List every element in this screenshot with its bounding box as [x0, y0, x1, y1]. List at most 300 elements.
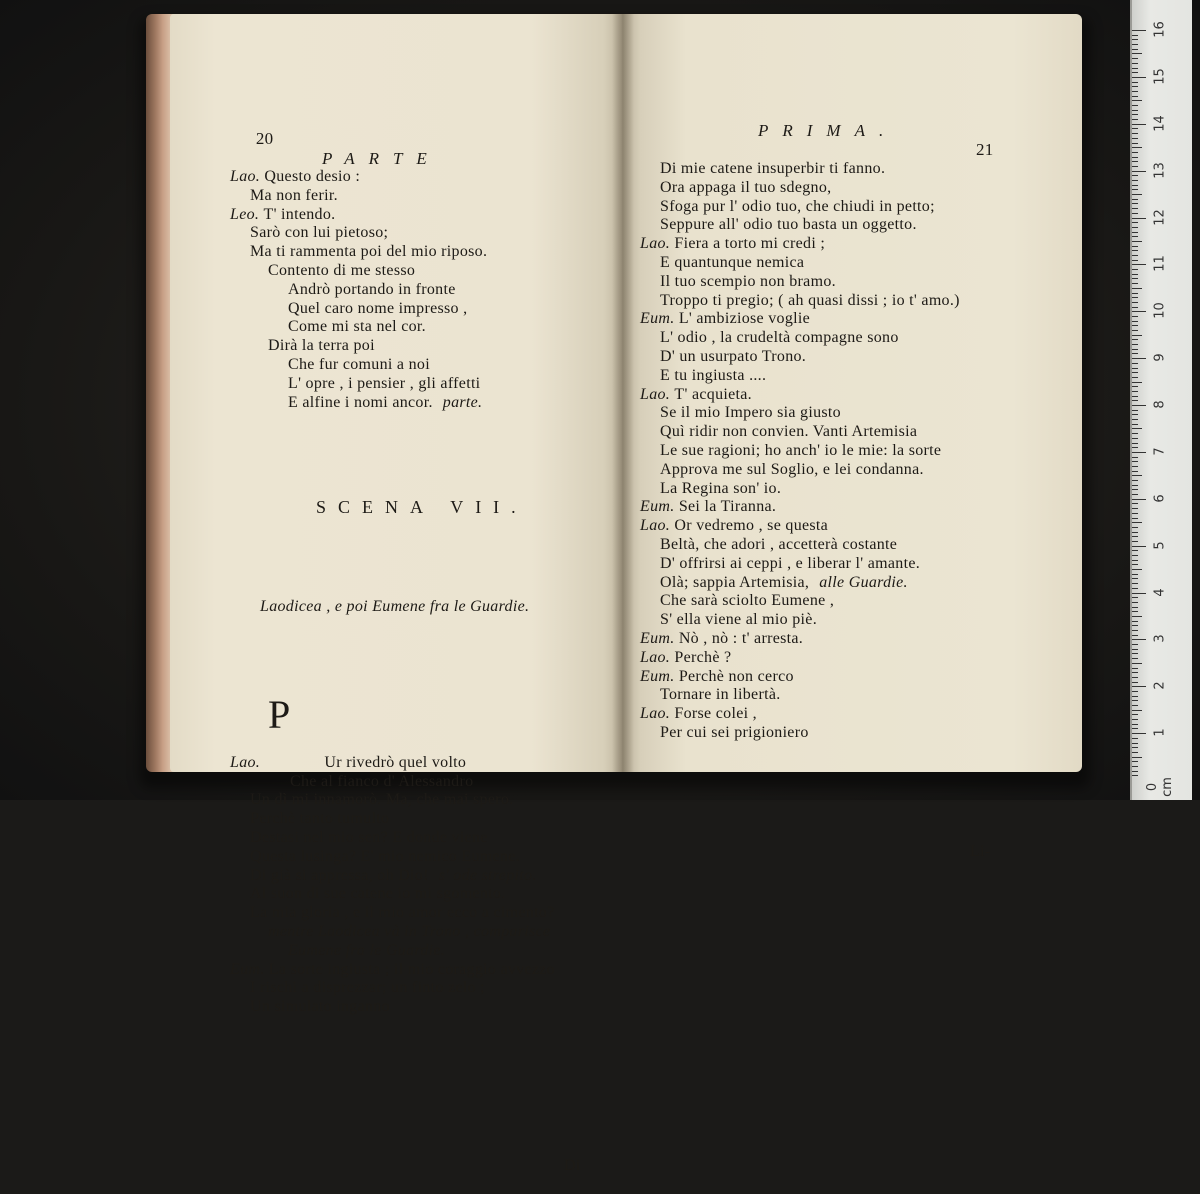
- ruler-tick: [1132, 236, 1138, 237]
- verse-text: Or vedremo , se questa: [674, 517, 829, 535]
- verse-line: [640, 611, 960, 630]
- ruler-tick: [1132, 424, 1138, 425]
- verse-line: [640, 705, 960, 724]
- verse-line: [230, 318, 555, 337]
- ruler-tick: [1132, 578, 1138, 579]
- ruler-tick: [1132, 644, 1138, 645]
- ruler-number: 16: [1152, 21, 1168, 38]
- ruler-tick: [1132, 691, 1138, 692]
- catchword-line-right: [640, 824, 991, 860]
- verse-text: T' acquieta.: [674, 385, 752, 403]
- ruler-number: 8: [1152, 400, 1168, 409]
- verse-line: [640, 724, 960, 743]
- running-head-left: PARTE: [322, 149, 441, 169]
- ruler-tick: [1132, 602, 1138, 603]
- ruler-tick: [1132, 564, 1138, 565]
- ruler-tick: [1132, 344, 1138, 345]
- verse-text: Fiera a torto mi credi ;: [674, 235, 826, 253]
- ruler-tick: [1132, 630, 1138, 631]
- verse-text: Questa lusinga? E' mio nemico Eumene.: [250, 847, 520, 865]
- verse-line: [640, 310, 960, 329]
- ruler-tick: [1132, 663, 1142, 664]
- verse-text: Ma non ferir.: [250, 186, 338, 204]
- ruler-tick: [1132, 339, 1138, 340]
- ruler-tick: [1132, 536, 1138, 537]
- verse-text: D' offrirsi ai ceppi , e liberar l' amante.: [660, 554, 921, 572]
- right-page-text: [640, 66, 994, 880]
- ruler-tick: [1132, 461, 1138, 462]
- verse-line: [230, 942, 555, 961]
- ruler-tick: [1132, 105, 1138, 106]
- ruler-tick: [1132, 278, 1138, 279]
- verse-line: [230, 810, 555, 829]
- ruler-tick: [1132, 138, 1138, 139]
- ruler-tick: [1132, 175, 1138, 176]
- verse-line: [230, 262, 555, 281]
- ruler-tick: [1132, 255, 1138, 256]
- verse-line: [640, 329, 960, 348]
- ruler-tick: [1132, 147, 1142, 148]
- ruler-number: 0 cm: [1145, 777, 1175, 797]
- verse-text: mentre Laodicea và in Trono , comparisce: [268, 923, 551, 941]
- verse-text: Di mie catene insuperbir ti fanno.: [660, 159, 886, 177]
- ruler-tick: [1132, 194, 1142, 195]
- verse-text: Forse colei ,: [674, 705, 757, 723]
- verse-line: [640, 160, 960, 179]
- catchword-right: Li-: [970, 842, 991, 860]
- ruler-tick: [1132, 377, 1138, 378]
- ruler-tick: [1132, 419, 1138, 420]
- ruler-tick: [1132, 447, 1138, 448]
- ruler-tick: [1132, 668, 1138, 669]
- verse-line: [230, 961, 555, 980]
- ruler-tick: [1132, 682, 1138, 683]
- ruler-tick: [1132, 766, 1138, 767]
- verse-text: Beltà, che adori , accetterà costante: [660, 535, 898, 553]
- verse-line: [230, 300, 555, 319]
- ruler-tick: [1132, 302, 1138, 303]
- scene-subtitle: Laodicea , e poi Eumene fra le Guardie.: [260, 597, 530, 615]
- ruler-tick: [1132, 555, 1138, 556]
- verse-line: [640, 574, 960, 593]
- ruler-tick: [1132, 452, 1146, 453]
- verse-text: Quì ridir non convien. Vanti Artemisia: [660, 423, 918, 441]
- verse-line: [640, 668, 960, 687]
- verse-line: [230, 337, 555, 356]
- ruler-tick: [1132, 269, 1138, 270]
- speaker-label: Leo.: [230, 205, 264, 223]
- ruler-tick: [1132, 58, 1138, 59]
- ruler-tick: [1132, 44, 1138, 45]
- verse-line: [640, 273, 960, 292]
- ruler-tick: [1132, 503, 1138, 504]
- ruler-tick: [1132, 335, 1142, 336]
- ruler-tick: [1132, 321, 1138, 322]
- ruler-tick: [1132, 428, 1142, 429]
- ruler-number: 7: [1152, 447, 1168, 456]
- ruler-tick: [1132, 86, 1138, 87]
- ruler-number: 15: [1152, 68, 1168, 85]
- verse-text: L' opre , i pensier , gli affetti: [288, 374, 481, 392]
- scene-title: SCENA VII.: [316, 496, 528, 517]
- verse-line: [230, 848, 555, 867]
- ruler-tick: [1132, 405, 1146, 406]
- verse-line: [640, 536, 960, 555]
- ruler-tick: [1132, 246, 1138, 247]
- ruler-tick: [1132, 110, 1138, 111]
- verse-line: [230, 791, 555, 810]
- ruler-tick: [1132, 288, 1142, 289]
- ruler-tick: [1132, 382, 1142, 383]
- verse-text: Troppo ti pregio; ( ah quasi dissi ; io t' amo.): [660, 291, 960, 309]
- verse-line: [230, 885, 555, 904]
- ruler-tick: [1132, 752, 1138, 753]
- ruler-tick: [1132, 30, 1146, 31]
- verse-text: Al suon di sue catene io mi sgomento.: [250, 885, 506, 903]
- ruler-tick: [1132, 386, 1138, 387]
- ruler-tick: [1132, 35, 1138, 36]
- speaker-label: Lao.: [640, 235, 675, 253]
- scene-vii-verse: [230, 691, 555, 1055]
- ruler-tick: [1132, 185, 1138, 186]
- stage-direction: parte.: [442, 393, 483, 411]
- ruler-number: 13: [1152, 161, 1168, 179]
- ruler-tick: [1132, 241, 1142, 242]
- speaker-label: Lao.: [640, 385, 675, 403]
- verse-text: Perchè non cerco: [678, 667, 794, 685]
- verse-text: Nò , nò : t' arresta.: [678, 629, 804, 647]
- verse-text: Sarò con lui pietoso;: [250, 224, 389, 242]
- catchword-line-left: [230, 1138, 581, 1174]
- ruler-tick: [1132, 128, 1138, 129]
- verse-line: [640, 480, 960, 499]
- ruler-tick: [1132, 96, 1138, 97]
- ruler-number: 3: [1152, 634, 1168, 644]
- verse-text: Ma ti rammenta poi del mio riposo.: [250, 243, 488, 261]
- verse-text: T' intendo.: [263, 205, 336, 223]
- verse-text: Il tuo scempio non bramo.: [660, 272, 836, 290]
- right-verse-block: [640, 160, 960, 743]
- verse-text: L' odio , la crudeltà compagne sono: [660, 329, 899, 347]
- left-header: [230, 112, 555, 169]
- ruler-tick: [1132, 639, 1146, 640]
- verse-line: [640, 517, 960, 536]
- speaker-label: Lao.: [230, 753, 265, 771]
- verse-line: [230, 356, 555, 375]
- ruler-tick: [1132, 82, 1138, 83]
- verse-line: [640, 198, 960, 217]
- speaker-label: Eum.: [640, 667, 679, 685]
- verse-line: [230, 243, 555, 262]
- ruler-tick: [1132, 49, 1138, 50]
- ruler-tick: [1132, 316, 1138, 317]
- ruler-tick: [1132, 672, 1138, 673]
- ruler-number: 5: [1152, 540, 1168, 550]
- right-header: [640, 104, 994, 160]
- ruler-tick: [1132, 410, 1138, 411]
- ruler-tick: [1132, 283, 1138, 284]
- ruler-tick: [1132, 414, 1138, 415]
- verse-text: Un dì mi innamorò. Ma, che mai spero.: [250, 791, 514, 809]
- ruler-tick: [1132, 550, 1138, 551]
- speaker-label: Lao.: [640, 517, 675, 535]
- ruler-tick: [1132, 546, 1146, 547]
- verse-text: Destasi nel mio sen? E donde viene: [250, 829, 488, 847]
- ruler-tick: [1132, 152, 1138, 153]
- ruler-tick: [1132, 771, 1138, 772]
- ruler-tick: [1132, 527, 1138, 528]
- ruler-tick: [1132, 583, 1138, 584]
- ruler-number: 12: [1152, 208, 1168, 226]
- ruler-tick: [1132, 775, 1138, 776]
- ruler-tick: [1132, 307, 1138, 308]
- verse-text: E quantunque nemica: [660, 253, 805, 271]
- verse-text: Un simulato inganno: [250, 998, 390, 1016]
- verse-line: [230, 867, 555, 886]
- speaker-label: Eum.: [640, 498, 679, 516]
- verse-line: [640, 498, 960, 517]
- ruler-tick: [1132, 541, 1138, 542]
- verse-text: Contento di me stesso: [268, 261, 416, 279]
- verse-text: Andrò portando in fronte: [288, 280, 456, 298]
- ruler-number: 14: [1152, 114, 1168, 132]
- ruler-tick: [1132, 63, 1138, 64]
- verse-text: La Regina son' io.: [660, 479, 782, 497]
- left-verse-block-2: [230, 754, 555, 1017]
- speaker-label: Eum.: [640, 310, 679, 328]
- ruler-tick: [1132, 250, 1138, 251]
- ruler-number: 1: [1152, 728, 1168, 737]
- verse-text: Olà; sappia Artemisia,: [660, 573, 810, 591]
- ruler-tick: [1132, 677, 1138, 678]
- ruler-tick: [1132, 274, 1138, 275]
- verse-text: D' un usurpato Trono.: [660, 347, 807, 365]
- ruler-tick: [1132, 738, 1138, 739]
- verse-line: [230, 168, 555, 187]
- ruler-tick: [1132, 621, 1138, 622]
- verse-text: Per cui sei prigioniero: [660, 723, 809, 741]
- verse-text: Ur rivedrò quel volto: [324, 753, 467, 771]
- verse-text: Ora appaga il tuo sdegno,: [660, 178, 832, 196]
- ruler-tick: [1132, 653, 1138, 654]
- verse-text: Perchè tanto tumulto: [250, 810, 390, 828]
- ruler-tick: [1132, 743, 1138, 744]
- ruler-tick: [1132, 353, 1138, 354]
- ruler-tick: [1132, 499, 1146, 500]
- ruler-tick: [1132, 363, 1138, 364]
- ruler-tick: [1132, 658, 1138, 659]
- ruler-tick: [1132, 189, 1138, 190]
- verse-text: Che al fianco d' Alessandro: [290, 772, 474, 790]
- ruler-tick: [1132, 494, 1138, 495]
- verse-text: E alfine i nomi ancor.: [288, 393, 433, 411]
- ruler-tick: [1132, 522, 1142, 523]
- ruler-number: 4: [1152, 587, 1168, 597]
- ruler-tick: [1132, 349, 1138, 350]
- ruler-tick: [1132, 124, 1146, 125]
- verse-line: [230, 979, 555, 998]
- verse-line: [640, 442, 960, 461]
- ruler-tick: [1132, 264, 1146, 265]
- ruler-tick: [1132, 222, 1138, 223]
- ruler-tick: [1132, 714, 1138, 715]
- ruler-tick: [1132, 311, 1146, 312]
- ruler-tick: [1132, 72, 1138, 73]
- verse-line: [640, 367, 960, 386]
- ruler-tick: [1132, 208, 1138, 209]
- ruler-tick: [1132, 180, 1138, 181]
- ruler-tick: [1132, 91, 1138, 92]
- left-page-text: [230, 74, 581, 1194]
- ruler-tick: [1132, 293, 1138, 294]
- ruler-tick: [1132, 133, 1138, 134]
- ruler-tick: [1132, 100, 1142, 101]
- ruler-tick: [1132, 218, 1146, 219]
- ruler-tick: [1132, 719, 1138, 720]
- ruler-tick: [1132, 757, 1142, 758]
- verse-line: [230, 375, 555, 394]
- verse-line: [230, 754, 555, 773]
- left-verse-block: [230, 168, 555, 412]
- ruler-tick: [1132, 733, 1146, 734]
- ruler-tick: [1132, 199, 1138, 200]
- verse-text: E tu ingiusta ....: [660, 366, 767, 384]
- verse-line: [230, 829, 555, 848]
- ruler-number: 11: [1152, 255, 1168, 273]
- verse-line: [640, 461, 960, 480]
- ruler-tick: [1132, 260, 1138, 261]
- ruler-tick: [1132, 471, 1138, 472]
- ruler-tick: [1132, 330, 1138, 331]
- verse-text: La sorte ingiusta ; il mio coraggio avvezzo: [268, 960, 555, 978]
- verse-line: [640, 404, 960, 423]
- verse-text: Seppure all' odio tuo basta un oggetto.: [660, 216, 917, 234]
- ruler-tick: [1132, 68, 1138, 69]
- speaker-label: Lao.: [640, 705, 675, 723]
- verse-line: [640, 292, 960, 311]
- verse-text: Approva me sul Soglio, e lei condanna.: [660, 460, 924, 478]
- verse-line: [640, 348, 960, 367]
- ruler-tick: [1132, 616, 1142, 617]
- running-head-right: PRIMA.: [758, 121, 898, 141]
- verse-text: S' ella viene al mio piè.: [660, 611, 818, 629]
- ruler-tick: [1132, 724, 1138, 725]
- verse-text: Come mi sta nel cor.: [288, 318, 426, 336]
- ruler-tick: [1132, 710, 1142, 711]
- verse-text: Quel caro nome impresso ,: [288, 299, 468, 317]
- ruler-tick: [1132, 372, 1138, 373]
- catchword-left: Di: [564, 1156, 581, 1174]
- verse-line: [230, 224, 555, 243]
- verse-line: [230, 923, 555, 942]
- verse-line: [640, 686, 960, 705]
- ruler-tick: [1132, 297, 1138, 298]
- ruler-tick: [1132, 325, 1138, 326]
- verse-line: [640, 386, 960, 405]
- verse-line: [640, 630, 960, 649]
- ruler-tick: [1132, 560, 1138, 561]
- speaker-label: Lao.: [230, 167, 265, 185]
- ruler-tick: [1132, 611, 1138, 612]
- ruler-tick: [1132, 635, 1138, 636]
- ruler-tick: [1132, 171, 1146, 172]
- ruler-tick: [1132, 513, 1138, 514]
- ruler-tick: [1132, 232, 1138, 233]
- ruler-tick: [1132, 700, 1138, 701]
- verse-text: I rischi a disprezzar; un finto zelo ;: [250, 979, 485, 997]
- verse-line: [640, 555, 960, 574]
- ruler-tick: [1132, 53, 1142, 54]
- stage-direction: s' ode strepito.: [438, 866, 537, 884]
- verse-line: [640, 216, 960, 235]
- ruler-tick: [1132, 114, 1138, 115]
- verse-line: [640, 254, 960, 273]
- verse-text: Sfoga pur l' odio tuo, che chiudi in petto;: [660, 197, 935, 215]
- verse-line: [230, 187, 555, 206]
- ruler-tick: [1132, 593, 1146, 594]
- ruler-number: 6: [1152, 494, 1168, 503]
- ruler-tick: [1132, 597, 1138, 598]
- verse-line: [640, 235, 960, 254]
- ruler-tick: [1132, 532, 1138, 533]
- verse-text: Perchè ?: [674, 648, 732, 666]
- verse-text: Di già si appressa, oh Dio!: [250, 866, 429, 884]
- ruler-tick: [1132, 227, 1138, 228]
- ruler-tick: [1132, 588, 1138, 589]
- ruler-tick: [1132, 457, 1138, 458]
- ruler-tick: [1132, 400, 1138, 401]
- page-number-right: 21: [976, 140, 994, 160]
- verse-text: Le sue ragioni; ho anch' io le mie: la sorte: [660, 441, 942, 459]
- verse-line: [640, 179, 960, 198]
- verse-text: L' ambiziose voglie: [678, 310, 811, 328]
- speaker-label: Eum.: [230, 960, 269, 978]
- page-number-left: 20: [255, 129, 274, 149]
- verse-line: [640, 649, 960, 668]
- ruler-tick: [1132, 696, 1138, 697]
- ruler-tick: [1132, 485, 1138, 486]
- verse-text: Che fur comuni a noi: [288, 355, 430, 373]
- verse-line: [230, 998, 555, 1017]
- verse-text: Che sarà sciolto Eumene ,: [660, 592, 835, 610]
- ruler-tick: [1132, 480, 1138, 481]
- ruler-tick: [1132, 396, 1138, 397]
- ruler-tick: [1132, 466, 1138, 467]
- ruler-tick: [1132, 433, 1138, 434]
- verse-line: [230, 206, 555, 225]
- verse-text: Sei la Tiranna.: [678, 498, 777, 516]
- ruler-tick: [1132, 119, 1138, 120]
- ruler-tick: [1132, 391, 1138, 392]
- ruler-tick: [1132, 213, 1138, 214]
- ruler-tick: [1132, 489, 1138, 490]
- ruler-tick: [1132, 761, 1138, 762]
- ruler-tick: [1132, 143, 1138, 144]
- verse-text: Questo desio :: [264, 167, 361, 185]
- ruler-number: 10: [1152, 302, 1168, 320]
- ruler-tick: [1132, 607, 1138, 608]
- ruler-tick: [1132, 728, 1138, 729]
- ruler-tick: [1132, 686, 1146, 687]
- ruler-tick: [1132, 438, 1138, 439]
- verse-text: La mia gloria , e il mio amor ecco a cimento?: [250, 904, 555, 922]
- verse-line: [230, 773, 555, 792]
- drop-cap: P: [268, 691, 291, 737]
- speaker-label: Eum.: [640, 629, 679, 647]
- ruler-tick: [1132, 166, 1138, 167]
- ruler-tick: [1132, 358, 1146, 359]
- ruler-tick: [1132, 508, 1138, 509]
